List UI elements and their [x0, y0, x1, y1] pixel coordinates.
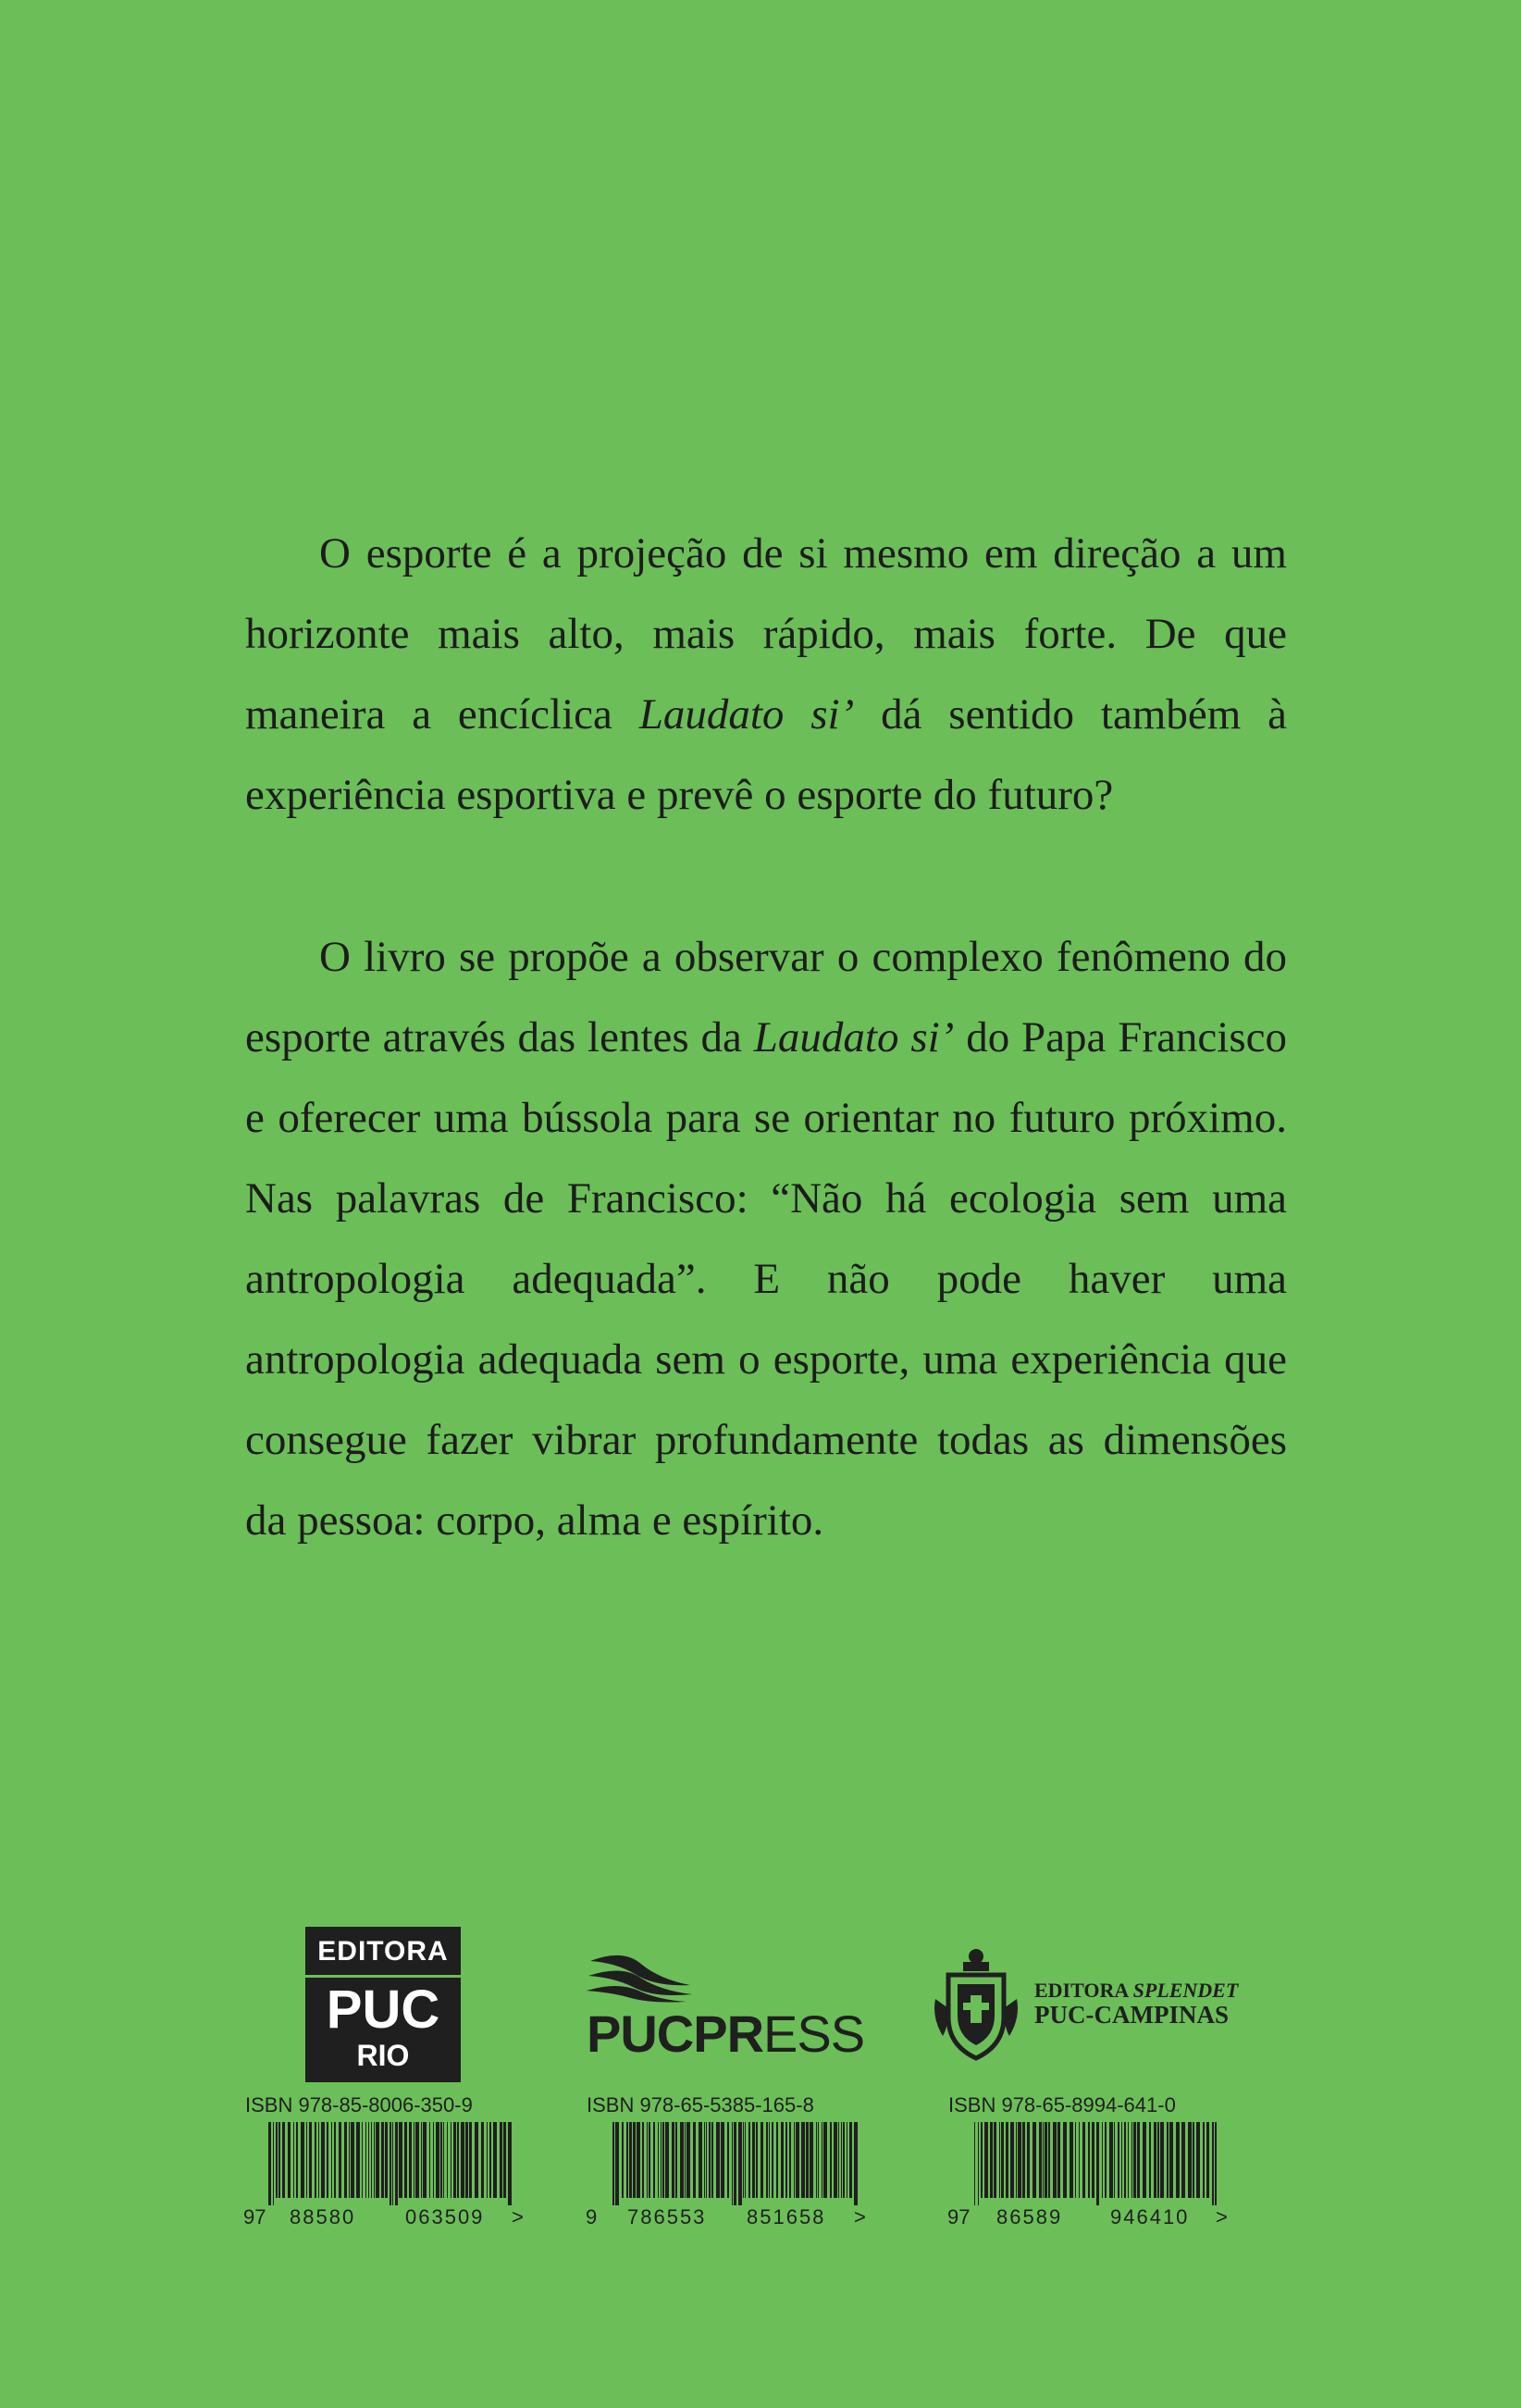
barcode-bar [421, 2122, 422, 2198]
back-cover-blurb [245, 514, 1287, 1643]
barcode-bar [276, 2122, 278, 2198]
barcode-bar [1048, 2122, 1050, 2198]
barcode-bar [1033, 2122, 1036, 2198]
barcode-bar [974, 2122, 975, 2205]
editora-splendet-logo [930, 1943, 1244, 2073]
barcode-bar [665, 2122, 669, 2198]
barcode-bar [1154, 2122, 1156, 2198]
barcode-bar [662, 2122, 664, 2198]
barcode-bar [395, 2122, 398, 2205]
barcode-bar [849, 2122, 852, 2198]
barcode-bar [661, 2122, 662, 2198]
barcode-bar [704, 2122, 705, 2198]
barcode-bar [1196, 2122, 1200, 2198]
barcode-bar [806, 2122, 809, 2198]
barcode-bar [748, 2122, 750, 2198]
barcode-bar [1143, 2122, 1146, 2198]
barcode-bar [1181, 2122, 1185, 2198]
barcode-bar [296, 2122, 298, 2198]
isbn-barcode [268, 2122, 518, 2205]
barcode-bar [1001, 2122, 1004, 2198]
barcode-bar [489, 2122, 491, 2198]
barcode-bar [365, 2122, 366, 2198]
barcode-bar [738, 2122, 742, 2205]
barcode-digits: 97 88580 063509 > [243, 2205, 524, 2228]
barcode-bar [721, 2122, 724, 2198]
barcode-bar [1070, 2122, 1073, 2198]
barcode-bar [994, 2122, 996, 2198]
barcode-bar [334, 2122, 336, 2198]
isbn-barcode [974, 2122, 1224, 2205]
barcode-bar [699, 2122, 702, 2198]
barcode-bar [633, 2122, 636, 2198]
barcode-bar [1039, 2122, 1042, 2198]
barcode-bar [841, 2122, 842, 2198]
barcode-bar [1167, 2122, 1169, 2198]
isbn-label: ISBN 978-65-8994-641-0 [948, 2093, 1176, 2116]
barcode-bar [1121, 2122, 1122, 2198]
splendet-logo-line2: PUC-CAMPINAS [1034, 2001, 1229, 2029]
logo-divider [305, 1975, 461, 1978]
isbn-barcode [612, 2122, 862, 2205]
barcode-bar [1215, 2122, 1217, 2205]
barcode-bar [351, 2122, 354, 2198]
barcode-bar [649, 2122, 650, 2198]
barcode-bar [981, 2122, 983, 2198]
barcode-bar [854, 2122, 858, 2205]
barcode-bar [1092, 2122, 1094, 2198]
barcode-bar [385, 2122, 388, 2198]
barcode-bar [685, 2122, 686, 2198]
barcode-bar [399, 2122, 402, 2198]
barcode-bar [457, 2122, 459, 2198]
barcode-bar [781, 2122, 784, 2198]
barcode-bar [1203, 2122, 1205, 2198]
barcode-bar [1137, 2122, 1140, 2198]
barcode-bar [612, 2122, 614, 2205]
barcode-bar [1188, 2122, 1192, 2198]
barcode-bar [810, 2122, 813, 2198]
barcode-bar [404, 2122, 407, 2198]
barcode-bar [415, 2122, 419, 2198]
barcode-bar [686, 2122, 690, 2198]
barcode-bar [392, 2122, 393, 2205]
barcode-bar [709, 2122, 711, 2198]
barcode-bar [675, 2122, 677, 2198]
barcode-bar [999, 2122, 1000, 2198]
barcode-bar [796, 2122, 799, 2198]
barcode-bar [1193, 2122, 1194, 2198]
barcode-bar [318, 2122, 319, 2198]
barcode-bar [1114, 2122, 1115, 2198]
barcode-digits: 97 86589 946410 > [947, 2205, 1228, 2228]
barcode-bar [727, 2122, 729, 2198]
pucpress-wing-icon [587, 1948, 698, 2004]
barcode-bar [752, 2122, 755, 2198]
barcode-bar [356, 2122, 360, 2198]
barcode-bar [1063, 2122, 1067, 2198]
barcode-bar [1212, 2122, 1214, 2205]
barcode-bar [1109, 2122, 1113, 2198]
barcode-bar [1131, 2122, 1132, 2198]
barcode-bar [368, 2122, 369, 2198]
barcode-bar [680, 2122, 684, 2198]
book-title-italic: Laudato si’ [638, 690, 855, 739]
barcode-bar [978, 2122, 979, 2205]
barcode-bar [273, 2122, 274, 2205]
isbn-label: ISBN 978-85-8006-350-9 [245, 2093, 473, 2116]
book-title-italic: Laudato si’ [753, 1013, 955, 1061]
barcode-bar [642, 2122, 644, 2198]
barcode-bar [1018, 2122, 1021, 2198]
barcode-bar [843, 2122, 845, 2198]
barcode-bar [1133, 2122, 1136, 2198]
barcode-bar [1118, 2122, 1119, 2198]
barcode-bar [1157, 2122, 1159, 2198]
barcode-bar [823, 2122, 827, 2198]
barcode-bar [711, 2122, 713, 2198]
barcode-bar [433, 2122, 434, 2198]
barcode-bar [745, 2122, 746, 2198]
barcode-bar [658, 2122, 659, 2198]
barcode-bar [327, 2122, 328, 2198]
barcode-bar [282, 2122, 285, 2198]
barcode-bar [615, 2122, 619, 2205]
barcode-bar [1053, 2122, 1057, 2198]
barcode-bar [1043, 2122, 1044, 2198]
barcode-bar [321, 2122, 325, 2198]
barcode-bar [453, 2122, 456, 2198]
barcode-bar [1206, 2122, 1209, 2198]
barcode-bar [461, 2122, 464, 2198]
barcode-bar [830, 2122, 832, 2198]
barcode-bar [772, 2122, 773, 2198]
barcode-bar [1088, 2122, 1090, 2198]
coat-of-arms-icon [930, 1943, 1022, 2064]
editora-puc-rio-logo: EDITORA PUC RIO [305, 1927, 461, 2082]
barcode-bar [693, 2122, 696, 2198]
barcode-bar [818, 2122, 819, 2198]
barcode-bar [1176, 2122, 1180, 2198]
barcode-bar [801, 2122, 805, 2198]
barcode-bar [381, 2122, 384, 2198]
barcode-bar [465, 2122, 468, 2198]
barcode-bar [834, 2122, 837, 2198]
barcode-bar [1102, 2122, 1103, 2198]
barcode-bar [1075, 2122, 1076, 2198]
barcode-bar [637, 2122, 640, 2198]
barcode-bar [293, 2122, 294, 2198]
barcode-bar [653, 2122, 655, 2198]
barcode-bar [376, 2122, 379, 2198]
barcode-bar [481, 2122, 484, 2198]
barcode-bar [629, 2122, 632, 2198]
barcode-bar [487, 2122, 488, 2198]
barcode-bar [816, 2122, 817, 2198]
barcode-bar [716, 2122, 720, 2198]
barcode-bar [1022, 2122, 1025, 2198]
barcode-bar [1082, 2122, 1085, 2198]
barcode-bar [756, 2122, 758, 2198]
barcode-bar [339, 2122, 341, 2198]
barcode-bar [769, 2122, 770, 2198]
barcode-bar [436, 2122, 439, 2198]
barcode-bar [331, 2122, 332, 2198]
barcode-bar [706, 2122, 707, 2198]
barcode-bar [390, 2122, 391, 2205]
splendet-logo-line1: EDITORA SPLENDET [1034, 1979, 1239, 2002]
barcode-bar [1010, 2122, 1014, 2198]
barcode-bar [469, 2122, 472, 2198]
barcode-bar [440, 2122, 442, 2198]
isbn-label: ISBN 978-65-5385-165-8 [587, 2093, 814, 2116]
barcode-bar [1057, 2122, 1060, 2198]
barcode-bar [1045, 2122, 1047, 2198]
barcode-bar [306, 2122, 307, 2198]
barcode-bar [1016, 2122, 1017, 2198]
barcode-bar [423, 2122, 427, 2198]
barcode-bar [475, 2122, 478, 2198]
barcode-bar [1096, 2122, 1099, 2205]
barcode-bar [374, 2122, 375, 2198]
barcode-bar [1128, 2122, 1129, 2198]
barcode-bar [309, 2122, 312, 2198]
barcode-bar [429, 2122, 430, 2198]
barcode-bar [409, 2122, 412, 2198]
barcode-bar [785, 2122, 787, 2198]
barcode-bar [508, 2122, 512, 2205]
barcode-bar [301, 2122, 304, 2198]
barcode-bar [500, 2122, 502, 2198]
barcode-bar [622, 2122, 624, 2198]
barcode-digits: 9 786553 851658 > [586, 2205, 866, 2228]
barcode-bar [1079, 2122, 1080, 2198]
barcode-bar [1149, 2122, 1151, 2198]
barcode-bar [732, 2122, 733, 2205]
barcode-bar [734, 2122, 736, 2205]
barcode-bar [626, 2122, 628, 2198]
blurb-paragraph-1: O esporte é a projeção de si mesmo em direção a um horizonte mais alto, mais rápido, mais forte. De que maneira a encíclica Laudato si’ dá sentido também à experiência esportiva e prevê o esporte do futuro? [245, 529, 1287, 819]
barcode-bar [1169, 2122, 1173, 2198]
barcode-bar [362, 2122, 363, 2198]
blurb-paragraph-2: O livro se propõe a observar o complexo fenômeno do esporte através das lentes da Laudato si’ do Papa Francisco e oferecer uma bússola para se orientar no futuro próximo. Nas palavras de Francisco: “Não há ecologia sem uma antropologia adequada”. E não pode haver uma antropologia adequada sem o esporte, uma experiência que consegue fazer vibrar profundamente todas as dimensões da pessoa: corpo, alma e espírito. [245, 933, 1287, 1545]
barcode-bar [288, 2122, 291, 2198]
pucpress-wordmark: PUCPRESS [587, 2005, 865, 2063]
barcode-bar [493, 2122, 497, 2198]
barcode-bar [1160, 2122, 1164, 2198]
barcode-bar [760, 2122, 763, 2198]
barcode-bar [647, 2122, 648, 2198]
barcode-bar [315, 2122, 316, 2198]
barcode-bar [766, 2122, 768, 2198]
barcode-bar [349, 2122, 350, 2198]
barcode-bar [278, 2122, 280, 2198]
barcode-bar [1027, 2122, 1030, 2198]
barcode-bar [268, 2122, 271, 2205]
barcode-bar [344, 2122, 347, 2198]
barcode-bar [984, 2122, 988, 2198]
barcode-bar [371, 2122, 372, 2198]
barcode-bar [743, 2122, 744, 2198]
barcode-bar [990, 2122, 993, 2198]
barcode-bar [838, 2122, 839, 2198]
barcode-bar [794, 2122, 795, 2198]
barcode-bar [776, 2122, 778, 2198]
barcode-bar [789, 2122, 791, 2198]
barcode-bar [503, 2122, 506, 2198]
pucpress-logo [587, 1948, 873, 2063]
barcode-bar [672, 2122, 674, 2198]
barcode-bar [1006, 2122, 1008, 2198]
barcode-bar [447, 2122, 448, 2198]
barcode-bar [1124, 2122, 1126, 2198]
barcode-bar [1105, 2122, 1107, 2198]
barcode-bar [443, 2122, 444, 2198]
